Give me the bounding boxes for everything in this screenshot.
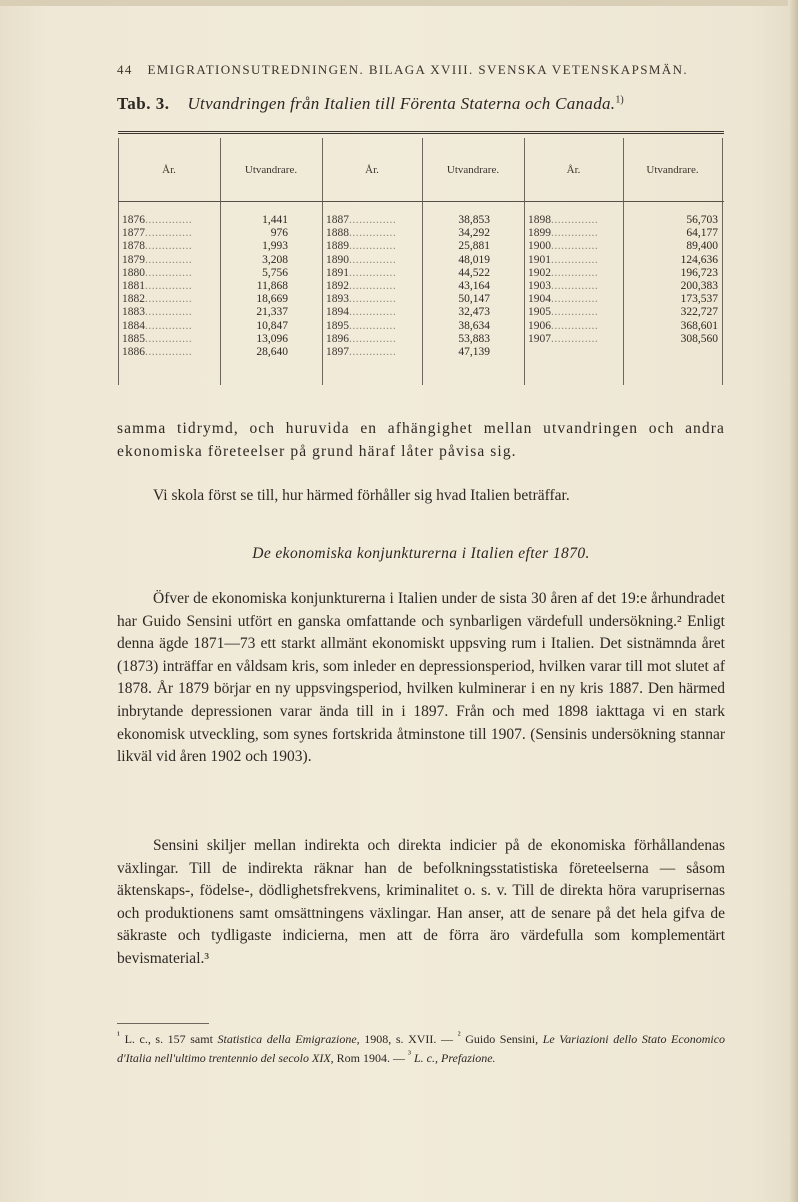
table-emigrants-cell: 43,164 (458, 280, 490, 293)
column-header-year-2: År. (365, 164, 379, 176)
table-year-cell: 1888.............. (326, 227, 397, 240)
table-emigrants-cell: 200,383 (680, 280, 718, 293)
table-year-cell: 1891.............. (326, 266, 397, 279)
table-year-cell: 1890.............. (326, 253, 397, 266)
table-emigrants-cell: 196,723 (680, 266, 718, 279)
table-emigrants-cell: 1,993 (262, 240, 288, 253)
table-year-cell: 1887.............. (326, 214, 397, 226)
table-year-cell: 1904.............. (528, 293, 599, 306)
table-year-cell: 1893.............. (326, 293, 397, 306)
table-caption-text: Utvandringen från Italien till Förenta Staterna och Canada. (187, 94, 616, 113)
section-heading: De ekonomiska konjunkturerna i Italien efter 1870. (252, 545, 590, 562)
table-year-cell: 1894.............. (326, 306, 397, 319)
column-header-emigrants-2: Utvandrare. (446, 164, 500, 176)
paragraph-conjunctures: Öfver de ekonomiska konjunkturerna i Italien under de sista 30 åren af det 19:e århundradet har Guido Sensini utfört en ganska omfattande och synbarligen värdefull undersökning.² Enligt denna ägde 1871—73 ett starkt allmänt ekonomiskt uppsving rum i Italien. Det sistnämnda året (1873) inträffar en våldsam kris, som inleder en depressionsperiod, hvilken varar till mot slutet af 1878. År 1879 börjar en ny uppsvingsperiod, hvilken kulminerar i en ny kris 1887. Den härmed inbrytande depressionen varar ända till in i 1897. Från och med 1898 iakttaga vi en stark ekonomisk utveckling, som synes fortskrida åtminstone till 1907. (Sensinis undersökning stannar likväl vid åren 1902 och 1903). (117, 590, 725, 766)
table-year-cell: 1896.............. (326, 332, 397, 345)
table-year-cell: 1905.............. (528, 306, 599, 319)
table-emigrants-cell: 53,883 (458, 332, 490, 345)
table-year-cell: 1903.............. (528, 280, 599, 293)
footnote-2-author: Guido Sensini, (465, 1032, 539, 1046)
table-emigrants-cell: 11,868 (256, 280, 288, 293)
table-emigrants-cell: 48,019 (458, 253, 490, 266)
footnote-2-rest: Rom 1904. — (336, 1051, 405, 1065)
emigrants-column-3 (626, 214, 718, 346)
footnote-3-mark: ³ (408, 1049, 411, 1060)
footnote-3-text: L. c., Prefazione. (414, 1051, 496, 1065)
year-column-2 (326, 214, 418, 359)
table-emigrants-cell: 50,147 (458, 293, 490, 306)
footnote-2-mark: ² (457, 1030, 461, 1041)
column-header-emigrants-1: Utvandrare. (244, 164, 298, 176)
paragraph-italy-intro: Vi skola först se till, hur härmed förhåller sig hvad Italien beträffar. (153, 487, 570, 504)
footnotes (117, 1028, 725, 1066)
emigrants-column-2 (424, 214, 490, 359)
table-emigrants-cell: 3,208 (262, 253, 288, 266)
table-year-cell: 1906.............. (528, 319, 599, 332)
table-year-cell: 1895.............. (326, 319, 397, 332)
footnote-1-rest: 1908, s. XVII. — (364, 1032, 454, 1046)
table-year-cell: 1901.............. (528, 253, 599, 266)
table-emigrants-cell: 44,522 (458, 266, 490, 279)
column-header-emigrants-3: Utvandrare. (646, 164, 699, 176)
running-title: EMIGRATIONSUTREDNINGEN. BILAGA XVIII. SVENSKA VETENSKAPSMÄN. (147, 62, 689, 77)
year-column-1 (122, 214, 216, 359)
table-emigrants-cell: 5,756 (262, 266, 288, 279)
table-emigrants-cell: 173,537 (680, 293, 718, 306)
table-emigrants-cell: 21,337 (256, 306, 288, 319)
footnote-1-source: Statistica della Emigrazione, (217, 1032, 360, 1046)
table-year-cell: 1886.............. (122, 346, 193, 359)
table-emigrants-cell: 28,640 (256, 346, 288, 359)
table-emigrants-cell: 34,292 (458, 227, 490, 240)
page-right-edge (788, 0, 798, 1202)
table-year-cell: 1897.............. (326, 346, 397, 359)
table-year-cell: 1883.............. (122, 306, 193, 319)
table-year-cell: 1880.............. (122, 266, 193, 279)
table-emigrants-cell: 64,177 (686, 227, 718, 240)
paragraph-indicators: Sensini skiljer mellan indirekta och direkta indicier på de ekonomiska förhållandenas växlingar. Till de indirekta räknar han de befolkningsstatistiska företeelserna — såsom äktenskaps-, födelse-, dödlighetsfrekvens, kriminalitet o. s. v. Till de direkta höra varuprisernas och produktionens samt omsättningens växlingar. Han anser, att de senare på det hela gifva de säkraste och tydligaste indicierna, men att de förra äro värdefulla som komplementärt bevismaterial.³ (117, 837, 725, 967)
table-emigrants-cell: 89,400 (686, 240, 718, 253)
table-year-cell: 1885.............. (122, 332, 193, 345)
running-header (117, 62, 727, 78)
table-emigrants-cell: 25,881 (458, 240, 490, 253)
table-year-cell: 1884.............. (122, 319, 193, 332)
table-year-cell: 1892.............. (326, 280, 397, 293)
emigration-table (118, 131, 724, 385)
table-year-cell: 1876.............. (122, 214, 193, 226)
column-header-year-3: År. (566, 164, 581, 176)
table-emigrants-cell: 322,727 (680, 306, 718, 319)
paragraph-continuation: samma tidrymd, och huruvida en afhängighet mellan utvandringen och andra ekonomiska företeelser på grund häraf låter påvisa sig. (117, 420, 725, 460)
table-year-cell: 1879.............. (122, 253, 193, 266)
footnote-1-text: L. c., s. 157 samt (124, 1032, 213, 1046)
table-emigrants-cell: 10,847 (256, 319, 288, 332)
footnote-1-mark: ¹ (117, 1030, 120, 1041)
table-emigrants-cell: 308,560 (680, 332, 718, 345)
table-caption-footnote-ref: 1) (615, 94, 624, 106)
table-emigrants-cell: 47,139 (458, 346, 490, 359)
table-year-cell: 1899.............. (528, 227, 599, 240)
table-year-cell: 1882.............. (122, 293, 193, 306)
table-year-cell: 1878.............. (122, 240, 193, 253)
table-emigrants-cell: 18,669 (256, 293, 288, 306)
table-emigrants-cell: 13,096 (256, 332, 288, 345)
table-emigrants-cell: 124,636 (680, 253, 718, 266)
table-emigrants-cell: 1,441 (262, 214, 288, 226)
year-column-3 (528, 214, 620, 346)
table-year-cell: 1881.............. (122, 280, 193, 293)
table-year-cell: 1898.............. (528, 214, 599, 226)
table-emigrants-cell: 976 (270, 227, 288, 240)
table-emigrants-cell: 38,853 (458, 214, 490, 226)
column-header-year-1: År. (162, 164, 176, 176)
table-year-cell: 1889.............. (326, 240, 397, 253)
table-header-rule (118, 201, 724, 202)
table-year-cell: 1900.............. (528, 240, 599, 253)
table-year-cell: 1877.............. (122, 227, 193, 240)
page-top-edge (0, 0, 798, 6)
table-emigrants-cell: 32,473 (458, 306, 490, 319)
table-rule (722, 138, 723, 385)
table-year-cell: 1907.............. (528, 332, 599, 345)
table-emigrants-cell: 38,634 (458, 319, 490, 332)
table-year-cell: 1902.............. (528, 266, 599, 279)
emigrants-column-1 (222, 214, 288, 359)
table-emigrants-cell: 56,703 (686, 214, 718, 226)
page-number: 44 (117, 62, 133, 77)
table-caption (117, 94, 737, 114)
table-emigrants-cell: 368,601 (680, 319, 718, 332)
footnote-2-title: Le Variazioni dello Stato Economico d'Italia nell'ultimo trentennio del secolo XIX, (117, 1032, 726, 1065)
table-label: Tab. 3. (117, 94, 170, 113)
footnote-rule (117, 1023, 209, 1024)
